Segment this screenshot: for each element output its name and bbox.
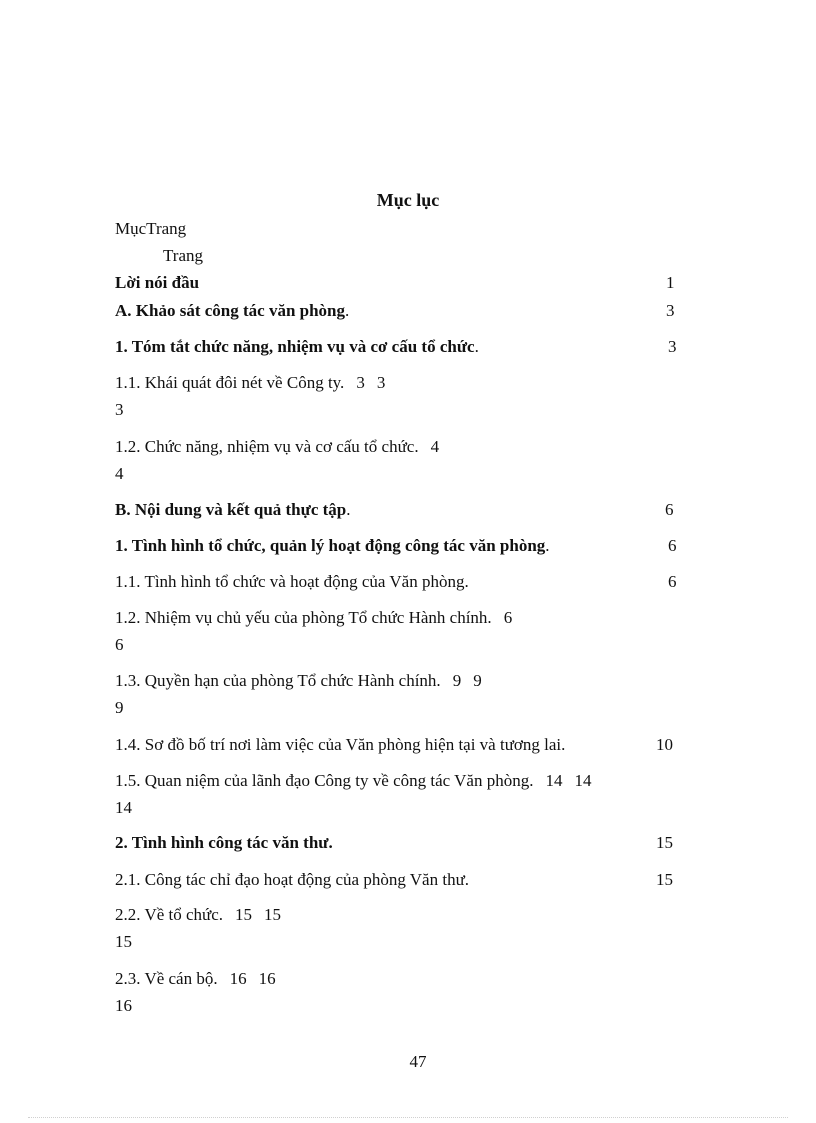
page-bottom-border [28, 1117, 788, 1118]
toc-entry: 1. Tóm tắt chức năng, nhiệm vụ và cơ cấu tổ chức. [115, 337, 479, 356]
toc-entry-page: 4 [115, 464, 124, 483]
page-number: 47 [409, 1052, 427, 1071]
toc-entry-page: 10 [656, 735, 673, 754]
toc-entry: 1.1. Tình hình tổ chức và hoạt động của Văn phòng. [115, 572, 469, 591]
toc-entry: 1.1. Khái quát đôi nét về Công ty. 3 3 [115, 373, 386, 392]
toc-entry-page: 1 [666, 273, 675, 292]
toc-entry: 2.1. Công tác chỉ đạo hoạt động của phòng Văn thư. [115, 870, 470, 889]
toc-entry: B. Nội dung và kết quả thực tập. [115, 500, 351, 519]
toc-entry: 1.4. Sơ đồ bố trí nơi làm việc của Văn phòng hiện tại và tương lai. [115, 735, 566, 754]
toc-entry: 2. Tình hình công tác văn thư. [115, 833, 333, 852]
toc-entry-page: 15 [115, 932, 132, 951]
toc-entry-page: 6 [115, 635, 124, 654]
toc-entry: Lời nói đầu [115, 273, 200, 292]
toc-entry-page: 9 [115, 698, 124, 717]
toc-entry: 1.2. Chức năng, nhiệm vụ và cơ cấu tổ chức. 4 [115, 437, 440, 456]
toc-entry: A. Khảo sát công tác văn phòng. [115, 301, 350, 320]
toc-entry: 1.2. Nhiệm vụ chủ yếu của phòng Tổ chức Hành chính. 6 [115, 608, 513, 627]
toc-entry-page: 14 [115, 798, 132, 817]
toc-header-line: MụcTrang [115, 219, 187, 238]
toc-entry-page: 6 [668, 536, 677, 555]
toc-entry: 1.3. Quyền hạn của phòng Tổ chức Hành chính. 9 9 [115, 671, 482, 690]
toc-entry: 1. Tình hình tổ chức, quản lý hoạt động công tác văn phòng. [115, 536, 550, 555]
toc-entry-page: 3 [115, 400, 124, 419]
toc-header-line: Trang [163, 246, 203, 265]
toc-entry: 2.3. Về cán bộ. 16 16 [115, 969, 276, 988]
toc-title: Mục lục [376, 190, 440, 210]
toc-entry-page: 6 [665, 500, 674, 519]
toc-entry-page: 3 [668, 337, 677, 356]
toc-entry-page: 6 [668, 572, 677, 591]
toc-entry-page: 3 [666, 301, 675, 320]
toc-entry: 2.2. Về tổ chức. 15 15 [115, 905, 282, 924]
toc-entry-page: 15 [656, 870, 673, 889]
toc-entry: 1.5. Quan niệm của lãnh đạo Công ty về công tác Văn phòng. 14 14 [115, 771, 592, 790]
toc-entry-page: 15 [656, 833, 673, 852]
toc-entry-page: 16 [115, 996, 132, 1015]
